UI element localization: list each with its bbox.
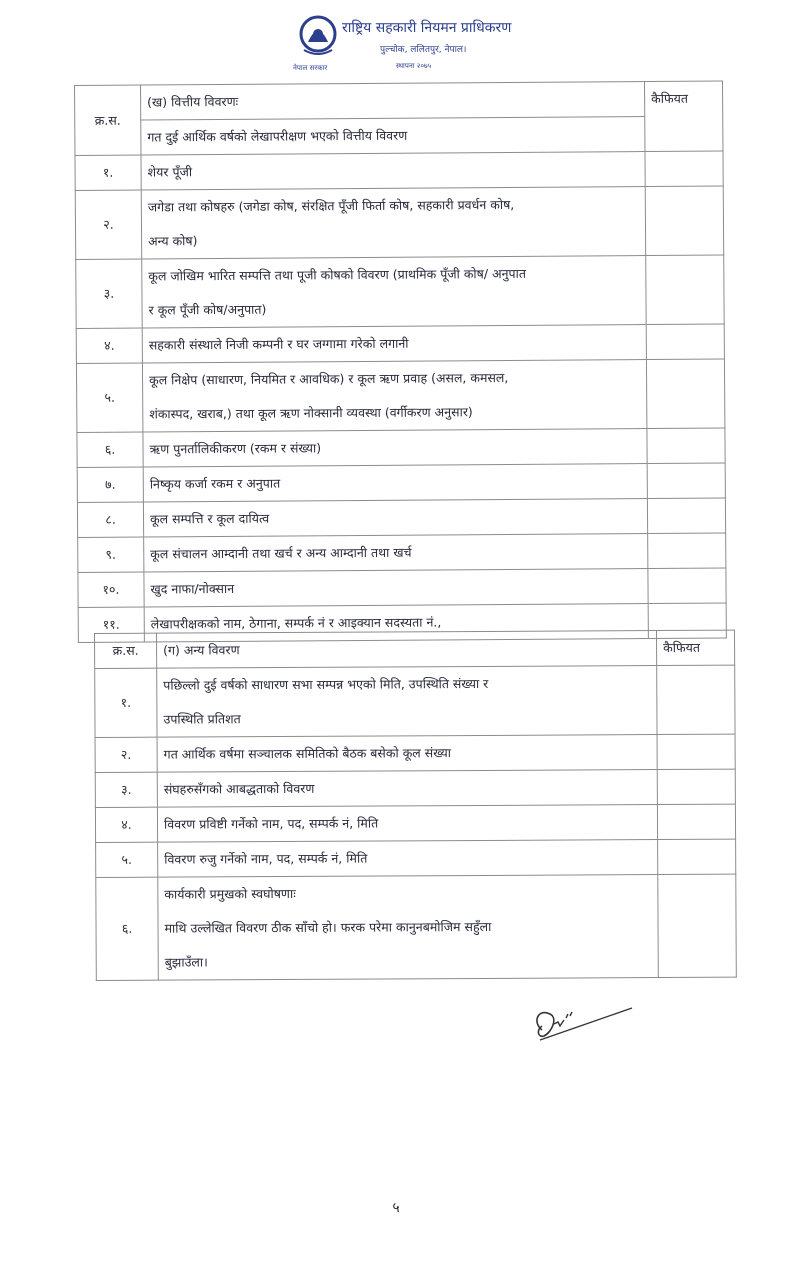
row-description — [142, 325, 646, 364]
row-number: ६. — [77, 432, 143, 467]
description-line: संघहरुसँगको आबद्धताको विवरण — [163, 780, 315, 797]
row-description — [141, 187, 645, 260]
row-number: ४. — [95, 807, 157, 842]
letterhead — [0, 10, 792, 80]
remarks-header: कैफियत — [644, 81, 722, 152]
organization-name: राष्ट्रिय सहकारी नियमन प्राधिकरण — [342, 20, 512, 36]
remarks-cell — [647, 428, 725, 464]
row-description — [144, 534, 648, 573]
row-description — [141, 152, 645, 191]
government-label: नेपाल सरकार — [293, 64, 328, 72]
description-line: शेयर पूँजी — [147, 164, 193, 180]
remarks-cell — [648, 533, 726, 569]
description-line: ऋण पुनर्तालिकीकरण (रकम र संख्या) — [149, 440, 322, 457]
description-line: बुझाउँला। — [164, 954, 208, 970]
remarks-cell — [647, 498, 725, 534]
description-line: विवरण रुजु गर्नेको नाम, पद, सम्पर्क नं, मिति — [164, 850, 368, 867]
row-description — [142, 360, 646, 433]
row-description — [157, 735, 657, 773]
row-description — [158, 875, 659, 981]
table-row — [96, 839, 736, 877]
row-number: ४. — [76, 328, 142, 363]
financial-rows — [75, 151, 726, 643]
row-description — [157, 805, 657, 843]
remarks-cell — [658, 839, 736, 874]
table-row — [76, 324, 724, 364]
page-number: ५ — [392, 1200, 400, 1216]
description-line: निष्कृय कर्जा रकम र अनुपात — [149, 475, 281, 492]
description-line: कूल जोखिम भारित सम्पत्ति तथा पूजी कोषको विवरण (प्राथमिक पूँजी कोष/ अनुपात — [148, 265, 527, 284]
table-header-row — [95, 630, 735, 668]
remarks-cell — [657, 734, 735, 769]
other-rows — [95, 665, 737, 980]
remarks-cell — [648, 568, 726, 604]
description-line: उपस्थिति प्रतिशत — [163, 711, 241, 727]
description-line: खुद नाफा/नोक्सान — [150, 580, 235, 597]
table-row — [95, 804, 735, 842]
organization-address: पुल्चोक, ललितपुर, नेपाल। — [380, 45, 467, 55]
description-line: गत आर्थिक वर्षमा सञ्चालक समितिको बैठक बसेको कूल संख्या — [163, 745, 452, 762]
row-description — [158, 840, 658, 878]
other-details-table — [94, 630, 737, 981]
remarks-cell — [658, 874, 737, 977]
remarks-header: कैफियत — [656, 630, 734, 665]
row-number: ५. — [76, 363, 142, 432]
table-row — [76, 255, 724, 329]
remarks-cell — [646, 324, 724, 360]
remarks-cell — [645, 151, 723, 187]
serial-number-header: क्र.स. — [95, 633, 157, 668]
description-line: कूल निक्षेप (साधारण, नियमित र आवधिक) र कूल ऋण प्रवाह (असल, कमसल, — [149, 369, 509, 388]
remarks-cell — [657, 665, 735, 734]
row-number: ११. — [78, 607, 144, 642]
section-title: (ग) अन्य विवरण — [157, 631, 657, 669]
table-row — [95, 665, 735, 737]
row-number: ३. — [95, 772, 157, 807]
description-line: पछिल्लो दुई वर्षको साधारण सभा सम्पन्न भएको मिति, उपस्थिति संख्या र — [163, 675, 489, 693]
section-title: (ख) वित्तीय विवरणः — [141, 82, 645, 121]
table-header-row — [75, 81, 723, 121]
description-line: शंकास्पद, खराब,) तथा कूल ऋण नोक्सानी व्यवस्था (वर्गीकरण अनुसार) — [149, 404, 473, 422]
row-number: ७. — [77, 467, 143, 502]
table-row — [76, 359, 724, 433]
table-row — [78, 568, 726, 608]
table-row — [95, 734, 735, 772]
table-row — [77, 428, 725, 468]
description-line: कार्यकारी प्रमुखको स्वघोषणाः — [164, 885, 296, 902]
description-line: माथि उल्लेखित विवरण ठीक साँचो हो। फरक परेमा कानुनबमोजिम सहुँला — [164, 918, 492, 936]
remarks-cell — [647, 463, 725, 499]
row-number: ६. — [96, 877, 159, 980]
row-number: ८. — [77, 502, 143, 537]
remarks-cell — [646, 359, 724, 429]
description-line: र कूल पूँजी कोष/अनुपात) — [148, 301, 267, 318]
financial-details-table — [74, 80, 727, 643]
row-number: ५. — [96, 842, 158, 877]
row-number: १. — [95, 668, 157, 737]
remarks-cell — [645, 186, 723, 256]
government-emblem-icon — [298, 12, 338, 64]
table-row — [75, 151, 723, 191]
table-row — [77, 498, 725, 538]
established-year: स्थापना २०७५ — [396, 62, 432, 70]
row-description — [157, 770, 657, 808]
description-line: कूल संचालन आम्दानी तथा खर्च र अन्य आम्दानी तथा खर्च — [150, 544, 412, 562]
remarks-cell — [646, 255, 724, 325]
row-number: ३. — [76, 259, 142, 328]
table-row — [78, 533, 726, 573]
signature-image — [528, 1000, 638, 1050]
section-subtitle: गत दुई आर्थिक वर्षको लेखापरीक्षण भएको वित्तीय विवरण — [141, 117, 645, 156]
remarks-cell — [657, 769, 735, 804]
description-line: जगेडा तथा कोषहरु (जगेडा कोष, संरक्षित पूँजी फिर्ता कोष, सहकारी प्रवर्धन कोष, — [147, 196, 515, 215]
description-line: अन्य कोष) — [148, 233, 198, 249]
table-row — [95, 769, 735, 807]
remarks-cell — [657, 804, 735, 839]
table-row — [75, 186, 723, 260]
row-number: १. — [75, 155, 141, 190]
description-line: विवरण प्रविष्टी गर्नेको नाम, पद, सम्पर्क नं, मिति — [163, 815, 379, 832]
row-description — [142, 256, 646, 329]
row-number: २. — [75, 190, 141, 259]
serial-number-header: क्र.स. — [75, 85, 141, 155]
row-description — [143, 464, 647, 503]
table-header-row — [75, 116, 723, 156]
row-description — [144, 569, 648, 608]
row-description — [143, 499, 647, 538]
row-number: २. — [95, 737, 157, 772]
table-row — [77, 463, 725, 503]
table-row — [96, 874, 737, 980]
description-line: सहकारी संस्थाले निजी कम्पनी र घर जग्गामा गरेको लगानी — [148, 335, 409, 353]
row-description — [143, 429, 647, 468]
description-line: कूल सम्पत्ति र कूल दायित्व — [149, 510, 270, 527]
row-number: १०. — [78, 572, 144, 607]
description-line: लेखापरीक्षकको नाम, ठेगाना, सम्पर्क नं र आइक्यान सदस्यता नं., — [150, 614, 442, 632]
row-number: ९. — [78, 537, 144, 572]
row-description — [157, 666, 657, 738]
